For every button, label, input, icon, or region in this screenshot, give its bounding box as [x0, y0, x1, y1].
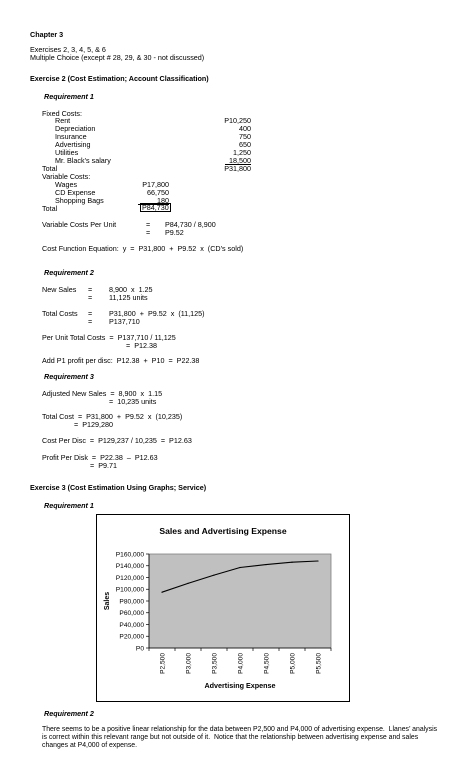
equals-sign: =: [146, 220, 151, 229]
fixed-cost-value: 750: [239, 132, 251, 141]
total-costs-result: P137,710: [109, 317, 140, 326]
new-sales-expression: 8,900 x 1.25: [109, 285, 153, 294]
fixed-total-value: P31,800: [224, 164, 251, 173]
exercise-2-title: Exercise 2 (Cost Estimation; Account Classification): [30, 74, 209, 83]
equals-sign: =: [88, 285, 93, 294]
x-tick-label: P3,000: [185, 653, 193, 674]
data-point: [187, 583, 188, 584]
exercise-3-title: Exercise 3 (Cost Estimation Using Graphs; Service): [30, 483, 207, 492]
cost-function-equation: Cost Function Equation: y = P31,800 + P9.52 x (CD’s sold): [42, 244, 244, 253]
fixed-cost-item: Advertising: [55, 140, 91, 149]
intro-line: Exercises 2, 3, 4, 5, & 6: [30, 45, 106, 54]
adjusted-sales-result: = 10,235 units: [109, 397, 157, 406]
fixed-total-label: Total: [42, 164, 58, 173]
x-axis-label: Advertising Expense: [204, 681, 276, 690]
requirement-heading: Requirement 3: [44, 372, 94, 381]
y-tick-label: P140,000: [115, 563, 144, 571]
variable-cost-item: Shopping Bags: [55, 196, 104, 205]
total-cost-result: = P129,280: [74, 420, 113, 429]
fixed-cost-item: Utilities: [55, 148, 79, 157]
sales-advertising-chart: [96, 514, 350, 702]
data-point: [265, 564, 266, 565]
x-tick-label: P5,500: [315, 653, 323, 674]
requirement-heading: Requirement 1: [44, 92, 94, 101]
variable-total-value: P84,730: [142, 203, 169, 212]
equals-sign: =: [146, 228, 151, 237]
new-sales-result: 11,125 units: [109, 293, 148, 302]
requirement-heading: Requirement 2: [44, 709, 94, 718]
variable-cost-value: 180: [138, 197, 169, 205]
data-point: [291, 562, 292, 563]
analysis-paragraph-line: is correct within this relevant range but not outside of it. Notice that the relationship between advertising expense and sales: [42, 734, 419, 741]
equals-sign: =: [88, 309, 93, 318]
requirement-heading: Requirement 1: [44, 501, 94, 510]
new-sales-label: New Sales: [42, 285, 77, 294]
total-costs-expression: P31,800 + P9.52 x (11,125): [109, 309, 205, 318]
analysis-paragraph-line: There seems to be a positive linear relationship for the data between P2,500 and P4,000 of advertising expense. Llanes’ analysis: [42, 726, 438, 733]
y-axis-label: Sales: [104, 591, 111, 611]
fixed-cost-item: Depreciation: [55, 124, 96, 133]
x-tick-label: P4,500: [263, 653, 271, 674]
adjusted-sales: Adjusted New Sales = 8,900 x 1.15: [42, 389, 163, 398]
fixed-costs-label: Fixed Costs:: [42, 109, 82, 118]
y-tick-label: P100,000: [115, 586, 144, 594]
fixed-cost-item: Insurance: [55, 132, 87, 141]
total-costs-label: Total Costs: [42, 309, 78, 318]
y-tick-label: P60,000: [119, 610, 144, 618]
fixed-cost-value: 400: [239, 124, 251, 133]
fixed-cost-value: 18,500: [225, 157, 251, 165]
y-tick-label: P40,000: [119, 621, 144, 629]
chapter-title: Chapter 3: [30, 30, 64, 39]
fixed-cost-value: 650: [239, 140, 251, 149]
intro-line: Multiple Choice (except # 28, 29, & 30 - not discussed): [30, 53, 205, 62]
data-point: [317, 560, 318, 561]
data-point: [213, 575, 214, 576]
variable-cost-value: P17,800: [142, 180, 169, 189]
vcpu-label: Variable Costs Per Unit: [42, 220, 117, 229]
variable-cost-value: 66,750: [147, 188, 169, 197]
data-point: [161, 592, 162, 593]
fixed-cost-item: Rent: [55, 116, 71, 125]
y-tick-label: P160,000: [115, 551, 144, 559]
y-tick-label: P0: [135, 645, 144, 653]
x-tick-label: P5,000: [289, 653, 297, 674]
fixed-cost-value: 1,250: [233, 148, 251, 157]
per-unit-total-costs-result: = P12.38: [126, 341, 157, 350]
per-unit-total-costs: Per Unit Total Costs = P137,710 / 11,125: [42, 333, 176, 342]
equals-sign: =: [88, 293, 93, 302]
profit-per-disk-result: = P9.71: [90, 461, 117, 470]
cost-per-disc-line: Cost Per Disc = P129,237 / 10,235 = P12.63: [42, 436, 192, 445]
chart-canvas: [97, 515, 349, 701]
add-profit-line: Add P1 profit per disc: P12.38 + P10 = P22.38: [42, 356, 200, 365]
total-cost-line: Total Cost = P31,800 + P9.52 x (10,235): [42, 412, 183, 421]
profit-per-disk-line: Profit Per Disk = P22.38 – P12.63: [42, 453, 158, 462]
analysis-paragraph-line: changes at P4,000 of expense.: [42, 742, 138, 749]
variable-cost-item: CD Expense: [55, 188, 96, 197]
variable-total-label: Total: [42, 204, 58, 213]
chart-title: Sales and Advertising Expense: [159, 526, 287, 536]
y-tick-label: P80,000: [119, 598, 144, 606]
x-tick-label: P2,500: [159, 653, 167, 674]
x-tick-label: P4,000: [237, 653, 245, 674]
vcpu-result: P9.52: [165, 228, 184, 237]
variable-costs-label: Variable Costs:: [42, 172, 91, 181]
requirement-heading: Requirement 2: [44, 268, 94, 277]
fixed-cost-value: P10,250: [224, 116, 251, 125]
x-tick-label: P3,500: [211, 653, 219, 674]
variable-cost-item: Wages: [55, 180, 78, 189]
equals-sign: =: [88, 317, 93, 326]
fixed-cost-item: Mr. Black’s salary: [55, 156, 111, 165]
y-tick-label: P20,000: [119, 633, 144, 641]
y-tick-label: P120,000: [115, 574, 144, 582]
data-point: [239, 567, 240, 568]
vcpu-expression: P84,730 / 8,900: [165, 220, 216, 229]
